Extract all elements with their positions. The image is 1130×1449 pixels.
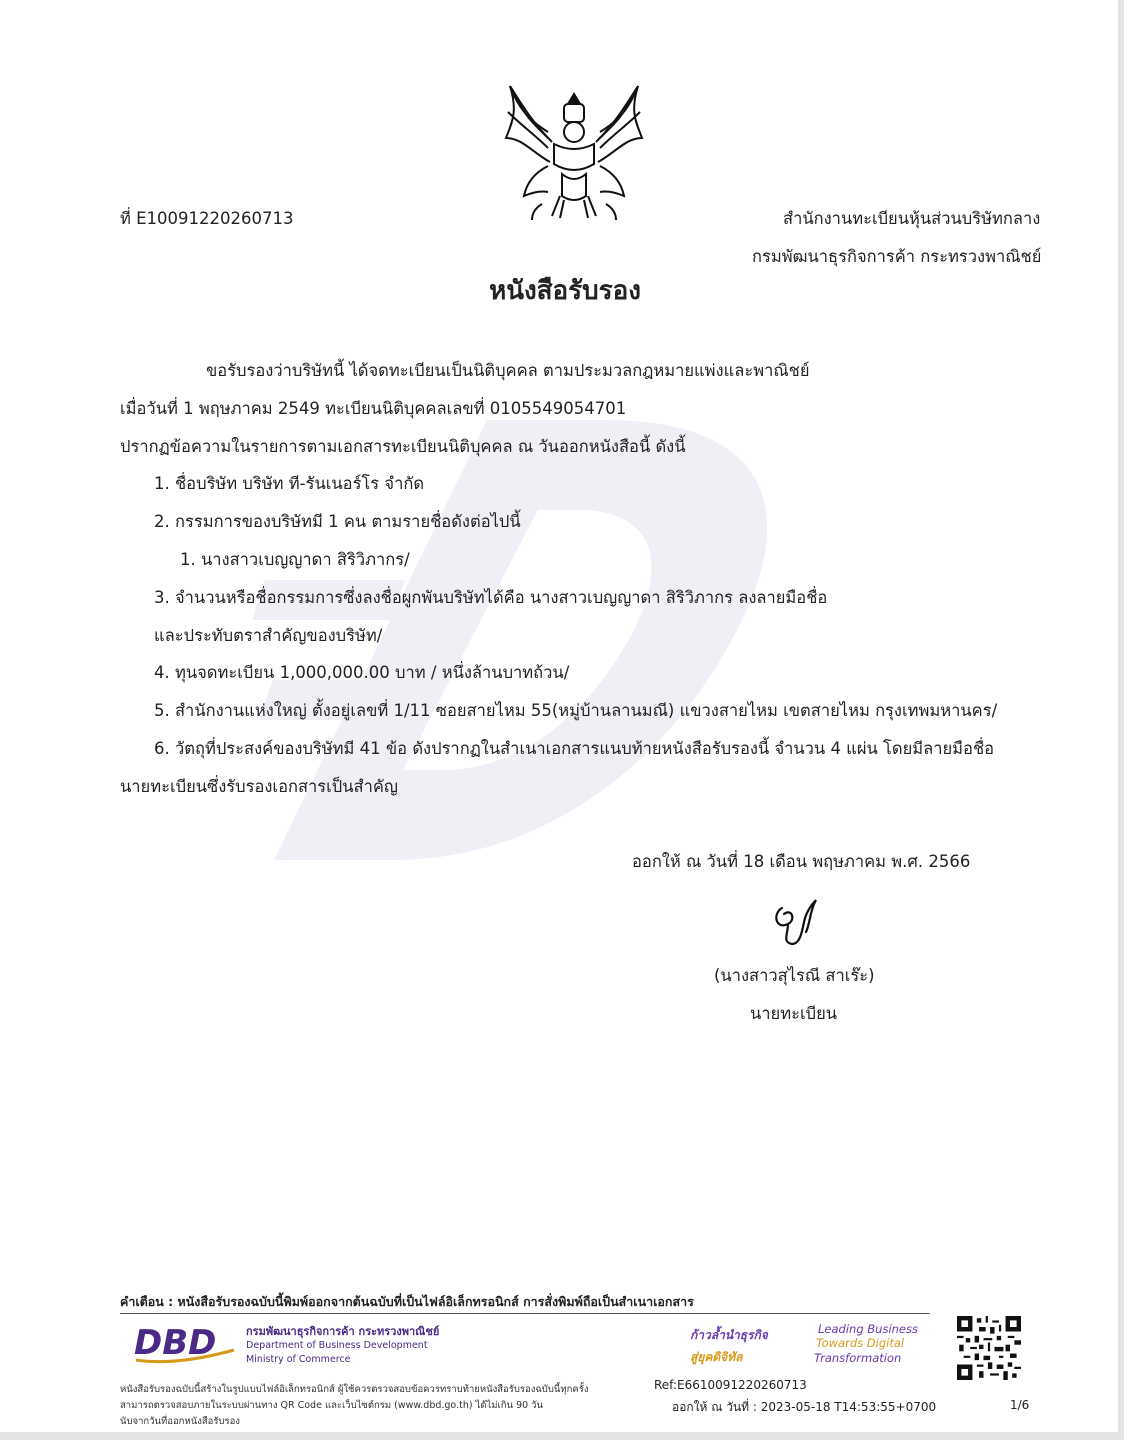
item-4: 4. ทุนจดทะเบียน 1,000,000.00 บาท / หนึ่งล้านบาทถ้วน/ bbox=[154, 663, 570, 682]
footer-note-1: หนังสือรับรองฉบับนี้สร้างในรูปแบบไฟล์อิเล็กทรอนิกส์ ผู้ใช้ควรตรวจสอบข้อควรทราบท้ายหนังสือรับรองฉบับนี้ทุกครั้ง bbox=[120, 1384, 589, 1395]
footer-note-3: นับจากวันที่ออกหนังสือรับรอง bbox=[120, 1416, 240, 1427]
item-1: 1. ชื่อบริษัท บริษัท ที-รันเนอร์โร จำกัด bbox=[154, 474, 425, 493]
slogan-english-1: Leading Business bbox=[818, 1322, 918, 1336]
issued-date: ออกให้ ณ วันที่ 18 เดือน พฤษภาคม พ.ศ. 2566 bbox=[632, 852, 971, 871]
svg-text:DBD: DBD bbox=[134, 1323, 217, 1363]
document-number: ที่ E10091220260713 bbox=[120, 209, 294, 228]
signature-icon bbox=[768, 896, 824, 950]
item-2: 2. กรรมการของบริษัทมี 1 คน ตามรายชื่อดังต่อไปนี้ bbox=[154, 512, 521, 531]
slogan-english-3: Transformation bbox=[814, 1351, 902, 1365]
dept-name-english: Department of Business Development bbox=[246, 1340, 428, 1351]
page-number: 1/6 bbox=[1010, 1398, 1030, 1412]
item-3-line-1: 3. จำนวนหรือชื่อกรรมการซึ่งลงชื่อผูกพันบริษัทได้คือ นางสาวเบญญาดา สิริวิภากร ลงลายมือชื่อ bbox=[154, 588, 828, 607]
intro-line-3: ปรากฏข้อความในรายการตามเอกสารทะเบียนนิติบุคคล ณ วันออกหนังสือนี้ ดังนี้ bbox=[120, 437, 686, 456]
qr-code-icon[interactable] bbox=[957, 1316, 1021, 1380]
slogan-english-2: Towards Digital bbox=[816, 1336, 905, 1350]
issued-timestamp: ออกให้ ณ วันที่ : 2023-05-18 T14:53:55+0700 bbox=[672, 1400, 937, 1414]
intro-line-1: ขอรับรองว่าบริษัทนี้ ได้จดทะเบียนเป็นนิติบุคคล ตามประมวลกฎหมายแพ่งและพาณิชย์ bbox=[206, 361, 810, 380]
office-line-2: กรมพัฒนาธุรกิจการค้า กระทรวงพาณิชย์ bbox=[752, 247, 1042, 266]
footer-warning: คำเตือน : หนังสือรับรองฉบับนี้พิมพ์ออกจากต้นฉบับที่เป็นไฟล์อิเล็กทรอนิกส์ การสั่งพิมพ์ถือเป็นสำเนาเอกสาร bbox=[120, 1294, 694, 1309]
footer-divider bbox=[120, 1313, 930, 1314]
dept-name-thai: กรมพัฒนาธุรกิจการค้า กระทรวงพาณิชย์ bbox=[246, 1325, 440, 1338]
intro-line-2: เมื่อวันที่ 1 พฤษภาคม 2549 ทะเบียนนิติบุคคลเลขที่ 0105549054701 bbox=[120, 399, 627, 418]
reference-number: Ref:E6610091220260713 bbox=[654, 1378, 807, 1392]
item-5: 5. สำนักงานแห่งใหญ่ ตั้งอยู่เลขที่ 1/11 ซอยสายไหม 55(หมู่บ้านลานมณี) แขวงสายไหม เขตสายไหม กรุงเทพมหานคร/ bbox=[154, 701, 998, 720]
item-3-line-2: และประทับตราสำคัญของบริษัท/ bbox=[154, 626, 383, 645]
slogan-thai-1: ก้าวล้ำนำธุรกิจ bbox=[690, 1328, 768, 1342]
page-title: หนังสือรับรอง bbox=[489, 276, 641, 306]
slogan-thai-2: สู่ยุคดิจิทัล bbox=[690, 1350, 743, 1364]
ministry-name-english: Ministry of Commerce bbox=[246, 1354, 351, 1365]
garuda-emblem-icon bbox=[502, 82, 646, 222]
dbd-logo-icon bbox=[130, 1320, 236, 1366]
item-6-line-1: 6. วัตถุที่ประสงค์ของบริษัทมี 41 ข้อ ดังปรากฏในสำเนาเอกสารแนบท้ายหนังสือรับรองนี้ จำนวน 4 แผ่น โดยมีลายมือชื่อ bbox=[154, 739, 995, 758]
item-6-line-2: นายทะเบียนซึ่งรับรองเอกสารเป็นสำคัญ bbox=[120, 777, 398, 796]
signer-title: นายทะเบียน bbox=[750, 1004, 838, 1023]
item-2-sub-1: 1. นางสาวเบญญาดา สิริวิภากร/ bbox=[180, 550, 410, 569]
footer-note-2: สามารถตรวจสอบภายในระบบผ่านทาง QR Code และเว็บไซต์กรม (www.dbd.go.th) ได้ไม่เกิน 90 วัน bbox=[120, 1400, 544, 1411]
signer-name: (นางสาวสุไรณี สาเร๊ะ) bbox=[714, 966, 875, 985]
office-line-1: สำนักงานทะเบียนหุ้นส่วนบริษัทกลาง bbox=[783, 209, 1041, 228]
